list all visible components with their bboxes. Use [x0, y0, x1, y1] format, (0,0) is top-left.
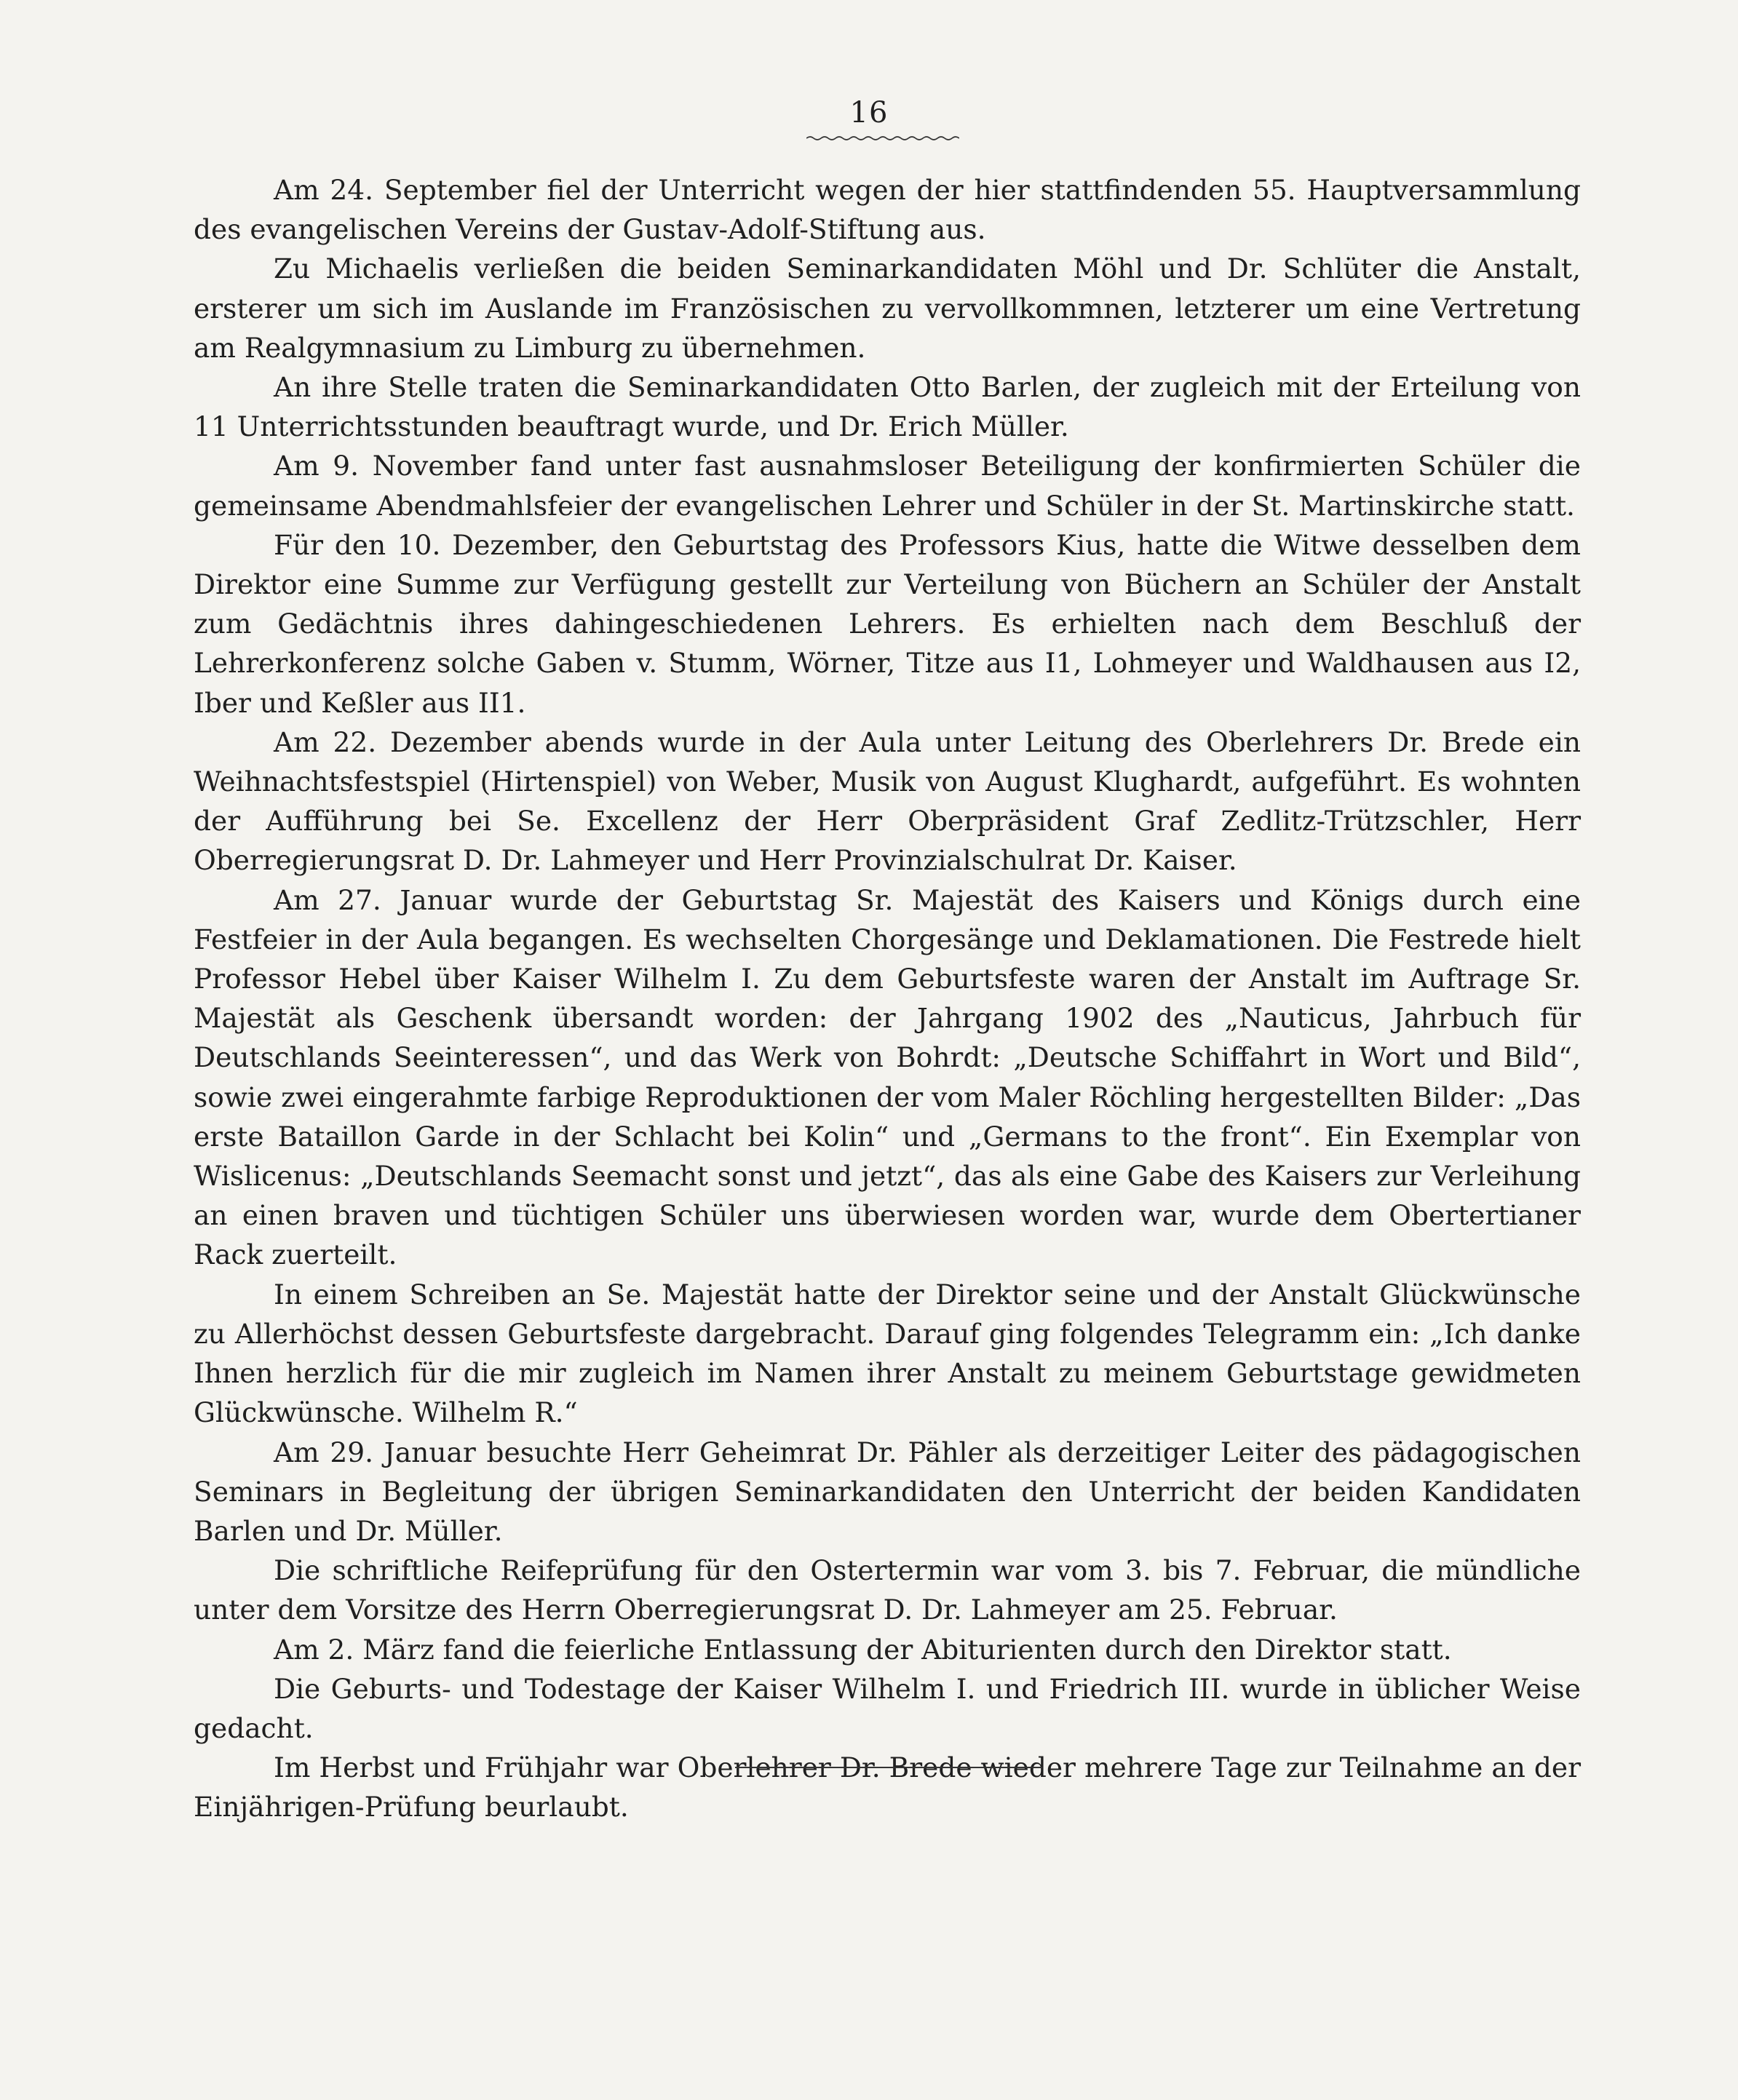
paragraph-abendmahl: Am 9. November fand unter fast ausnahmsloser Beteiligung der konfirmierten Schüler die gemeinsame Abendmahlsfeier der evangelischen Lehrer und Schüler in der St. Martinskirche statt. — [194, 450, 1581, 522]
paragraph-kaisers-birthday: Am 27. Januar wurde der Geburtstag Sr. Majestät des Kaisers und Königs durch eine Festfeier in der Aula begangen. Es wechselten Chorgesänge und Deklamationen. Die Festrede hielt Professor Hebel über Kaiser Wilhelm I. Zu dem Geburtsfeste waren der Anstalt im Auftrage Sr. Majestät als Geschenk übersandt worden: der Jahrgang 1902 des „Nauticus, Jahrbuch für Deutschlands Seeinteressen“, und das Werk von Bohrdt: „Deutsche Schiffahrt in Wort und Bild“, sowie zwei eingerahmte farbige Reproduktionen der vom Maler Röchling hergestellten Bilder: „Das erste Bataillon Garde in der Schlacht bei Kolin“ und „Germans to the front“. Ein Exemplar von Wislicenus: „Deutschlands Seemacht sonst und jetzt“, das als eine Gabe des Kaisers zur Verleihung an einen braven und tüchtigen Schüler uns überwiesen worden war, wurde dem Obertertianer Rack zuerteilt. — [194, 883, 1581, 1271]
wavy-rule-ornament — [806, 135, 959, 141]
paragraph-gustav-adolf: Am 24. September fiel der Unterricht wegen der hier stattfindenden 55. Hauptversammlung des evangelischen Vereins der Gustav-Adolf-Stiftung aus. — [194, 174, 1581, 246]
closing-rule — [735, 1767, 1042, 1768]
paragraph-entlassung: Am 2. März fand die feierliche Entlassung der Abiturienten durch den Direktor statt. — [274, 1633, 1452, 1666]
paragraph-kius-books: Für den 10. Dezember, den Geburtstag des Professors Kius, hatte die Witwe desselben dem Direktor eine Summe zur Verfügung gestellt zur Verteilung von Büchern an Schüler der Anstalt zum Gedächtnis ihres dahingeschiedenen Lehrers. Es erhielten nach dem Beschluß der Lehrerkonferenz solche Gaben v. Stumm, Wörner, Titze aus I1, Lohmeyer und Waldhausen aus I2, Iber und Keßler aus II1. — [194, 528, 1581, 719]
paragraph-gedenktage: Die Geburts- und Todestage der Kaiser Wilhelm I. und Friedrich III. wurde in üblicher Weise gedacht. — [194, 1672, 1581, 1744]
paragraph-telegram: In einem Schreiben an Se. Majestät hatte der Direktor seine und der Anstalt Glückwünsche zu Allerhöchst dessen Geburtsfeste dargebracht. Darauf ging folgendes Telegramm ein: „Ich danke Ihnen herzlich für die mir zugleich im Namen ihrer Anstalt zu meinem Geburtstage gewidmeten Glückwünsche. Wilhelm R.“ — [194, 1278, 1581, 1429]
paragraph-seminar-visit: Am 29. Januar besuchte Herr Geheimrat Dr. Pähler als derzeitiger Leiter des pädagogischen Seminars in Begleitung der übrigen Seminarkandidaten den Unterricht der beiden Kandidaten Barlen und Dr. Müller. — [194, 1436, 1581, 1547]
page-number: 16 — [849, 96, 889, 130]
paragraph-christmas-play: Am 22. Dezember abends wurde in der Aula unter Leitung des Oberlehrers Dr. Brede ein Weihnachtsfestspiel (Hirtenspiel) von Weber, Musik von August Klughardt, aufgeführt. Es wohnten der Aufführung bei Se. Excellenz der Herr Oberpräsident Graf Zedlitz-Trützschler, Herr Oberregierungsrat D. Dr. Lahmeyer und Herr Provinzialschulrat Dr. Kaiser. — [194, 725, 1581, 877]
paragraph-new-candidates: An ihre Stelle traten die Seminarkandidaten Otto Barlen, der zugleich mit der Erteilung von 11 Unterrichtsstunden beauftragt wurde, und Dr. Erich Müller. — [194, 371, 1581, 443]
paragraph-reifepruefung: Die schriftliche Reifeprüfung für den Ostertermin war vom 3. bis 7. Februar, die mündliche unter dem Vorsitze des Herrn Oberregierungsrat D. Dr. Lahmeyer am 25. Februar. — [194, 1554, 1581, 1626]
paragraph-michaelis: Zu Michaelis verließen die beiden Seminarkandidaten Möhl und Dr. Schlüter die Anstalt, ersterer um sich im Auslande im Französischen zu vervollkommnen, letzterer um eine Vertretung am Realgymnasium zu Limburg zu übernehmen. — [194, 252, 1581, 364]
paragraph-einjaehrigen: Im Herbst und Frühjahr war Oberlehrer Dr. Brede wieder mehrere Tage zur Teilnahme an der Einjährigen-Prüfung beurlaubt. — [194, 1751, 1581, 1823]
body-text — [194, 170, 1581, 1827]
